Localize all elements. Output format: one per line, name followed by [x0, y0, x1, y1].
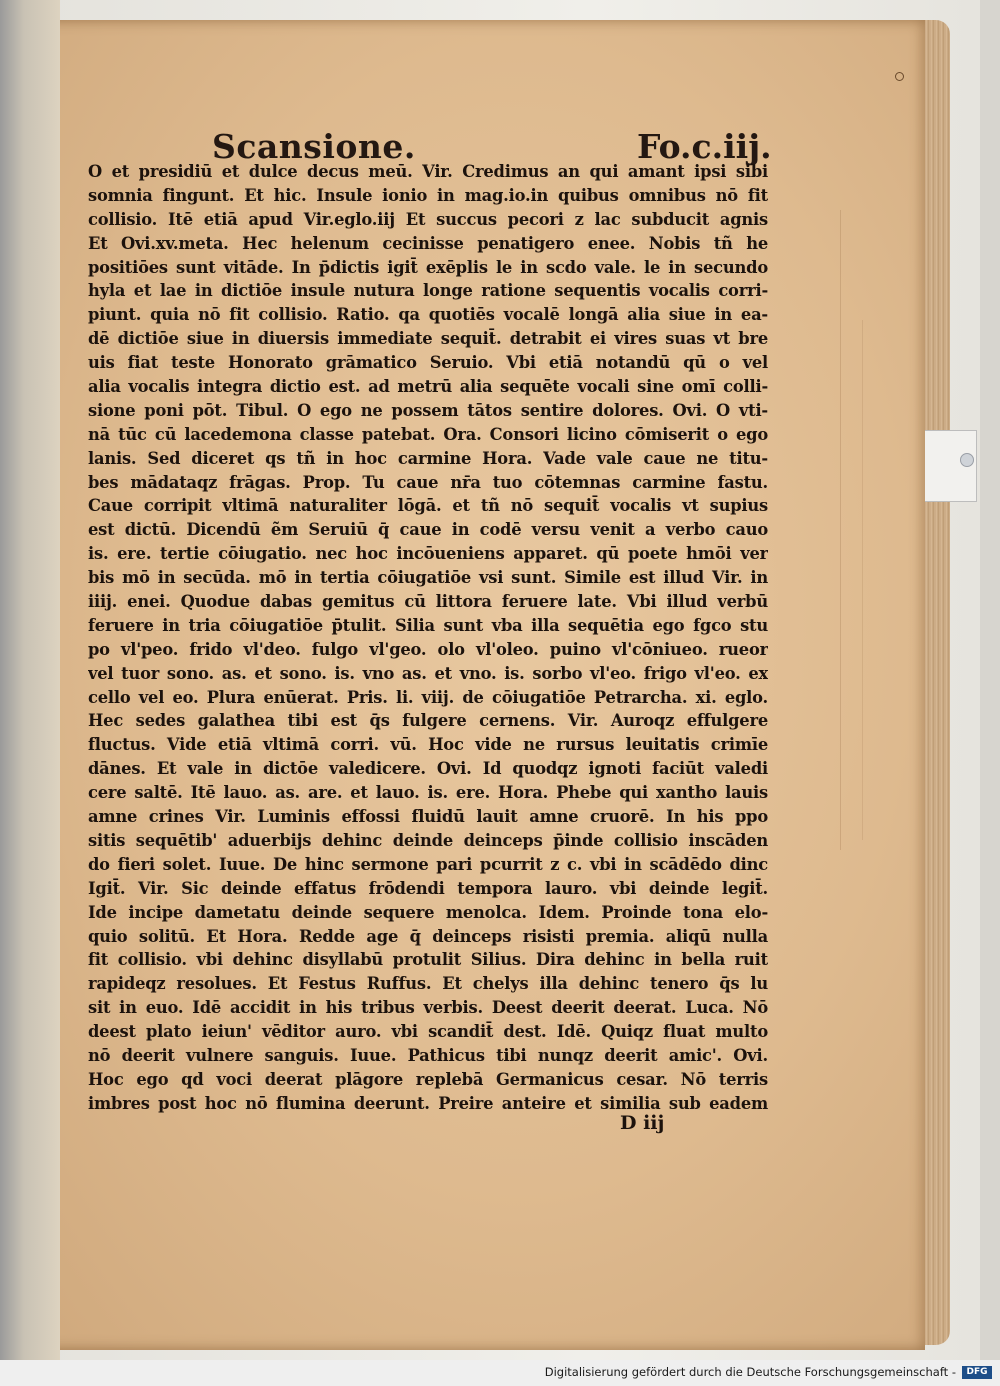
text-line: dānes. Et vale in dictōe valedicere. Ovi. Id quodqz ignoti faciūt valedi	[88, 759, 768, 779]
text-line: somnia fingunt. Et hic. Insule ionio in mag.io.in quibus omnibus nō fit	[88, 185, 768, 205]
text-line: Igit̄. Vir. Sic deinde effatus frōdendi tempora lauro. vbi deinde legit̄.	[88, 878, 768, 898]
text-line: fluctus. Vide etiā vltimā corri. vū. Hoc vide ne rursus leuitatis crimīe	[88, 735, 768, 755]
text-line: cello vel eo. Plura enūerat. Pris. li. viij. de cōiugatiōe Petrarcha. xi. eglo.	[88, 687, 768, 707]
bookmark-tab-dot	[960, 453, 974, 467]
text-line: nā tūc cū lacedemona classe patebat. Ora. Consori licino cōmiserit o ego	[88, 424, 768, 444]
text-line: lanis. Sed diceret qs tñ in hoc carmine Hora. Vade vale caue ne titu-	[88, 448, 768, 468]
text-line: imbres post hoc nō flumina deerunt. Preire anteire et similia sub eadem	[88, 1093, 768, 1113]
text-line: quio solitū. Et Hora. Redde age q̄ deinceps risisti premia. aliqū nulla	[88, 926, 768, 946]
folio-number: Fo.c.iij.	[637, 127, 772, 166]
text-line: bes mādataqz frāgas. Prop. Tu caue nr̄a tuo cōtemnas carmine fastu.	[88, 472, 768, 492]
text-line: piunt. quia nō fit collisio. Ratio. qa quotiēs vocalē longā alia siue in ea-	[88, 305, 768, 325]
text-line: Hoc ego qd voci deerat plāgore replebā Germanicus cesar. Nō terris	[88, 1069, 768, 1089]
text-line: bis mō in secūda. mō in tertia cōiugatiōe vsi sunt. Simile est illud Vir. in	[88, 568, 768, 588]
running-title: Scansione.	[212, 127, 416, 166]
text-line: Ide incipe dametatu deinde sequere menolca. Idem. Proinde tona elo-	[88, 902, 768, 922]
text-line: alia vocalis integra dictio est. ad metrū alia sequēte vocali sine omī colli-	[88, 377, 768, 397]
text-line: hyla et lae in dictiōe insule nutura longe ratione sequentis vocalis corri-	[88, 281, 768, 301]
text-line: rapideqz resolues. Et Festus Ruffus. Et chelys illa dehinc tenero q̄s lu	[88, 974, 768, 994]
funding-credit: Digitalisierung gefördert durch die Deutsche Forschungsgemeinschaft -	[544, 1365, 956, 1379]
text-line: Hec sedes galathea tibi est q̄s fulgere cernens. Vir. Auroqz effulgere	[88, 711, 768, 731]
text-line: O et presidiū et dulce decus meū. Vir. Credimus an qui amant ipsi sibi	[88, 162, 768, 181]
page-fold-line	[840, 210, 841, 850]
dfg-logo: DFG	[962, 1366, 992, 1379]
body-text	[88, 160, 768, 1116]
text-line: dē dictiōe siue in diuersis immediate sequit̄. detrabit ei vires suas vt bre	[88, 329, 768, 349]
text-line: est dictū. Dicendū ẽm Seruiū q̄ caue in codē versu venit a verbo cauo	[88, 520, 768, 540]
text-line: feruere in tria cōiugatiōe p̄tulit. Silia sunt vba illa sequētia ego fgco stu	[88, 615, 768, 635]
book-spine-edge	[0, 0, 60, 1360]
text-line: sione poni pōt. Tibul. O ego ne possem tātos sentire dolores. Ovi. O vti-	[88, 400, 768, 420]
text-line: deest plato ieiun' vēditor auro. vbi scandit̄ dest. Idē. Quiqz fluat multo	[88, 1022, 768, 1042]
text-line: do fieri solet. Iuue. De hinc sermone pari pcurrit z c. vbi in scādēdo dinc	[88, 854, 768, 874]
text-line: is. ere. tertie cōiugatio. nec hoc incōueniens apparet. qū poete hmōi ver	[88, 544, 768, 564]
text-line: fit collisio. vbi dehinc disyllabū protulit Silius. Dira dehinc in bella ruit	[88, 950, 768, 970]
text-line: vel tuor sono. as. et sono. is. vno as. et vno. is. sorbo vl'eo. frigo vl'eo. ex	[88, 663, 768, 683]
text-line: sit in euo. Idē accidit in his tribus verbis. Deest deerit deerat. Luca. Nō	[88, 998, 768, 1018]
text-line: po vl'peo. frido vl'deo. fulgo vl'geo. olo vl'oleo. puino vl'cōniueo. rueor	[88, 639, 768, 659]
text-line: iiij. enei. Quodue dabas gemitus cū littora feruere late. Vbi illud verbū	[88, 592, 768, 612]
text-line: positiōes sunt vitāde. In p̄dictis igit̄ exēplis le in scdo vale. le in secundo	[88, 257, 768, 277]
text-line: cere saltē. Itē lauo. as. are. et lauo. is. ere. Hora. Phebe qui xantho lauis	[88, 783, 768, 803]
text-line: collisio. Itē etiā apud Vir.eglo.iij Et succus pecori z lac subducit agnis	[88, 209, 768, 229]
text-line: sitis sequētib' aduerbijs dehinc deinde deinceps p̄inde collisio inscāden	[88, 830, 768, 850]
page-fold-line-2	[862, 320, 863, 840]
text-line: Et Ovi.xv.meta. Hec helenum cecinisse penatigero enee. Nobis tñ he	[88, 233, 768, 253]
text-line: uis fiat teste Honorato grāmatico Seruio. Vbi etiā notandū qū o vel	[88, 353, 768, 373]
text-line: amne crines Vir. Luminis effossi fluidū lauit amne cruorē. In his ppo	[88, 807, 768, 827]
text-line: Caue corripit vltimā naturaliter lōgā. et tñ nō sequit̄ vocalis vt supius	[88, 496, 768, 516]
marginal-mark	[895, 72, 904, 81]
signature-mark: D iij	[620, 1112, 665, 1134]
text-line: nō deerit vulnere sanguis. Iuue. Pathicus tibi nunqz deerit amic'. Ovi.	[88, 1045, 768, 1065]
